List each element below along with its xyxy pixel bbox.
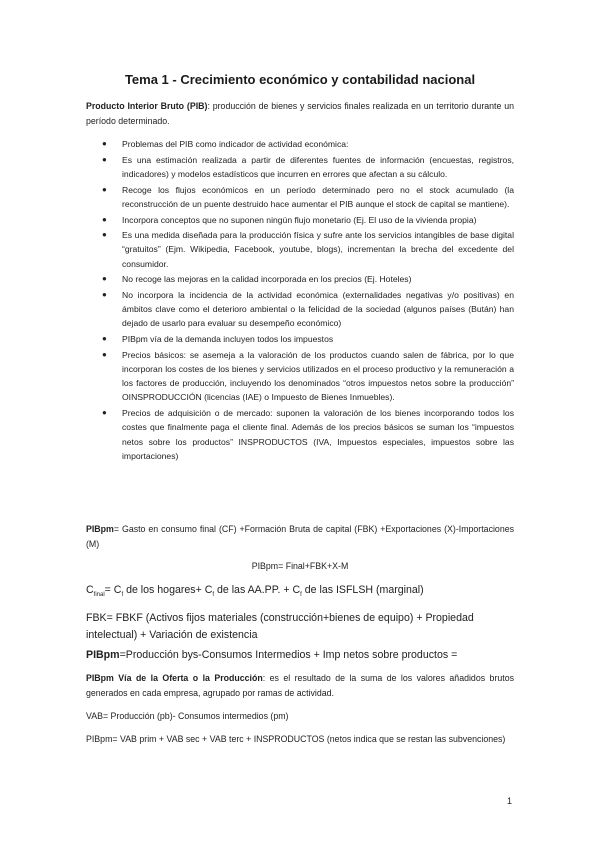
bullet-icon: ● (102, 230, 107, 240)
bullet-icon: ● (102, 154, 107, 164)
intro-text: : producción de bienes y servicios finales realizada en un territorio durante un período determinado. (86, 101, 514, 126)
bullet-icon: ● (102, 274, 107, 284)
bullet-icon: ● (102, 139, 107, 148)
page-title: Tema 1 - Crecimiento económico y contabilidad nacional (124, 72, 476, 87)
list-item: ● No incorpora la incidencia de la actividad económica (externalidades negativas y/o positivas) en ámbitos clave como el deterioro ambiental o la felicidad de la sociedad (algunos países (Bután) han dejado de usarlo para evaluar su desempeño económico) (102, 290, 514, 329)
pib-oferta-term: PIBpm Vía de la Oferta o la Producción (86, 673, 263, 683)
fbk-formula: FBK= FBKF (Activos fijos materiales (construcción+bienes de equipo) + Propiedad intelectual) + Variación de existencia (86, 612, 474, 641)
intro-paragraph (86, 99, 514, 129)
list-item: ● Recoge los flujos económicos en un período determinado pero no el stock acumulado (la reconstrucción de un puente destruido hace aumentar el PIB aunque el stock de capital se mantiene). (102, 184, 514, 209)
list-item: ● PIBpm vía de la demanda incluyen todos los impuestos (86, 332, 514, 346)
cfinal-formula: $C_{final}= C_f$ de los hogares+ $C_f$ de las AA.PP. + $C_f$ de las ISFLSH (marginal) (86, 584, 424, 599)
pib-demand-paragraph (86, 522, 514, 552)
pib-oferta-paragraph (86, 671, 514, 701)
bullet-icon: ● (102, 349, 107, 359)
list-item: ● Incorpora conceptos que no suponen ningún flujo monetario (Ej. El uso de la vivienda propia) (86, 213, 514, 227)
list-item: ● Es una medida diseñada para la producción física y sufre ante los servicios intangibles de base digital “gratuitos” (Ejm. Wikipedia, Facebook, youtube, blogs), incrementan la brecha del excedente del consumidor. (102, 230, 514, 269)
list-item: ● Precios de adquisición o de mercado: suponen la valoración de los bienes incorporando todos los costes que finalmente paga el cliente final. Además de los precios básicos se suman los “impuestos netos sobre los productos” INSPRODUCTOS (IVA, Impuestos especiales, impuestos sobre las importaciones) (102, 408, 514, 461)
bullet-icon: ● (102, 408, 107, 418)
pib-demand-term: PIBpm (86, 524, 114, 534)
page-number: 1 (507, 796, 513, 806)
list-item: ● No recoge las mejoras en la calidad incorporada en los precios (Ej. Hoteles) (86, 272, 514, 286)
bullet-icon: ● (102, 214, 107, 224)
pib-production-formula: PIBpm=Producción bys-Consumos Intermedios + Imp netos sobre productos = (86, 649, 458, 661)
intro-term: Producto Interior Bruto (PIB) (86, 101, 208, 111)
list-item: ● Precios básicos: se asemeja a la valoración de los productos cuando salen de fábrica, por lo que incorporan los costes de los bienes y servicios utilizados en el proceso productivo y la remuneración a los factores de producción, incluyendo los denominados “otros impuestos netos sobre la producción” OINSPRODUCCIÓN (licencias (IAE) o Impuesto de Bienes Inmuebles). (102, 349, 514, 403)
problems-list (86, 137, 514, 464)
list-item: ● Problemas del PIB como indicador de actividad económica: (86, 137, 514, 151)
vab-formula: VAB= Producción (pb)- Consumos intermedios (pm) (86, 711, 289, 721)
bullet-icon: ● (102, 290, 107, 300)
bullet-icon: ● (102, 334, 107, 344)
pib-vab-formula: PIBpm= VAB prim + VAB sec + VAB terc + INSPRODUCTOS (netos indica que se restan las subvenciones) (86, 734, 506, 744)
pib-demand-text: = Gasto en consumo final (CF) +Formación Bruta de capital (FBK) +Exportaciones (X)-Importaciones (M) (86, 524, 514, 549)
pib-oferta-text: : es el resultado de la suma de los valores añadidos brutos generados en cada empresa, agrupado por ramas de actividad. (86, 673, 515, 698)
pib-formula: PIBpm= Final+FBK+X-M (251, 561, 349, 571)
list-item: ● Es una estimación realizada a partir de diferentes fuentes de información (encuestas, registros, indicadores) y modelos estadísticos que incurren en errores que afectan a su cálculo. (102, 154, 514, 179)
bullet-icon: ● (102, 184, 107, 194)
